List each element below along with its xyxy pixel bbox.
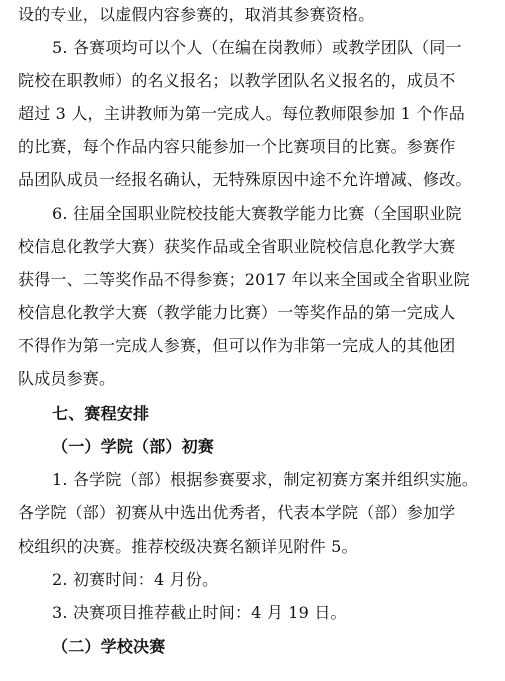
text-line: 队成员参赛。: [18, 369, 116, 388]
text-line: 5. 各赛项均可以个人（在编在岗教师）或教学团队（同一: [52, 38, 462, 57]
text-line: 校信息化教学大赛（教学能力比赛）一等奖作品的第一完成人: [18, 303, 456, 322]
section-heading: 七、赛程安排: [52, 404, 150, 423]
text-line: 品团队成员一经报名确认，无特殊原因中途不允许增减、修改。: [18, 170, 472, 189]
text-line: 的比赛，每个作品内容只能参加一个比赛项目的比赛。参赛作: [18, 137, 456, 156]
text-line: 超过 3 人，主讲教师为第一完成人。每位教师限参加 1 个作品: [18, 104, 465, 123]
text-line: 3. 决赛项目推荐截止时间：4 月 19 日。: [52, 603, 347, 622]
text-line: 校信息化教学大赛）获奖作品或全省职业院校信息化教学大赛: [18, 237, 456, 256]
text-line: 不得作为第一完成人参赛，但可以作为非第一完成人的其他团: [18, 336, 456, 355]
subsection-heading: （二）学校决赛: [52, 637, 166, 656]
subsection-heading: （一）学院（部）初赛: [52, 437, 215, 456]
text-line: 获得一、二等奖作品不得参赛；2017 年以来全国或全省职业院: [18, 270, 470, 289]
text-line: 1. 各学院（部）根据参赛要求，制定初赛方案并组织实施。: [52, 470, 478, 489]
text-line: 2. 初赛时间：4 月份。: [52, 570, 219, 589]
text-line: 各学院（部）初赛从中选出优秀者，代表本学院（部）参加学: [18, 503, 456, 522]
text-line: 设的专业，以虚假内容参赛的，取消其参赛资格。: [18, 5, 375, 24]
text-line: 院校在职教师）的名义报名；以教学团队名义报名的，成员不: [18, 71, 456, 90]
text-line: 6. 往届全国职业院校技能大赛教学能力比赛（全国职业院: [52, 204, 462, 223]
text-line: 校组织的决赛。推荐校级决赛名额详见附件 5。: [18, 537, 358, 556]
